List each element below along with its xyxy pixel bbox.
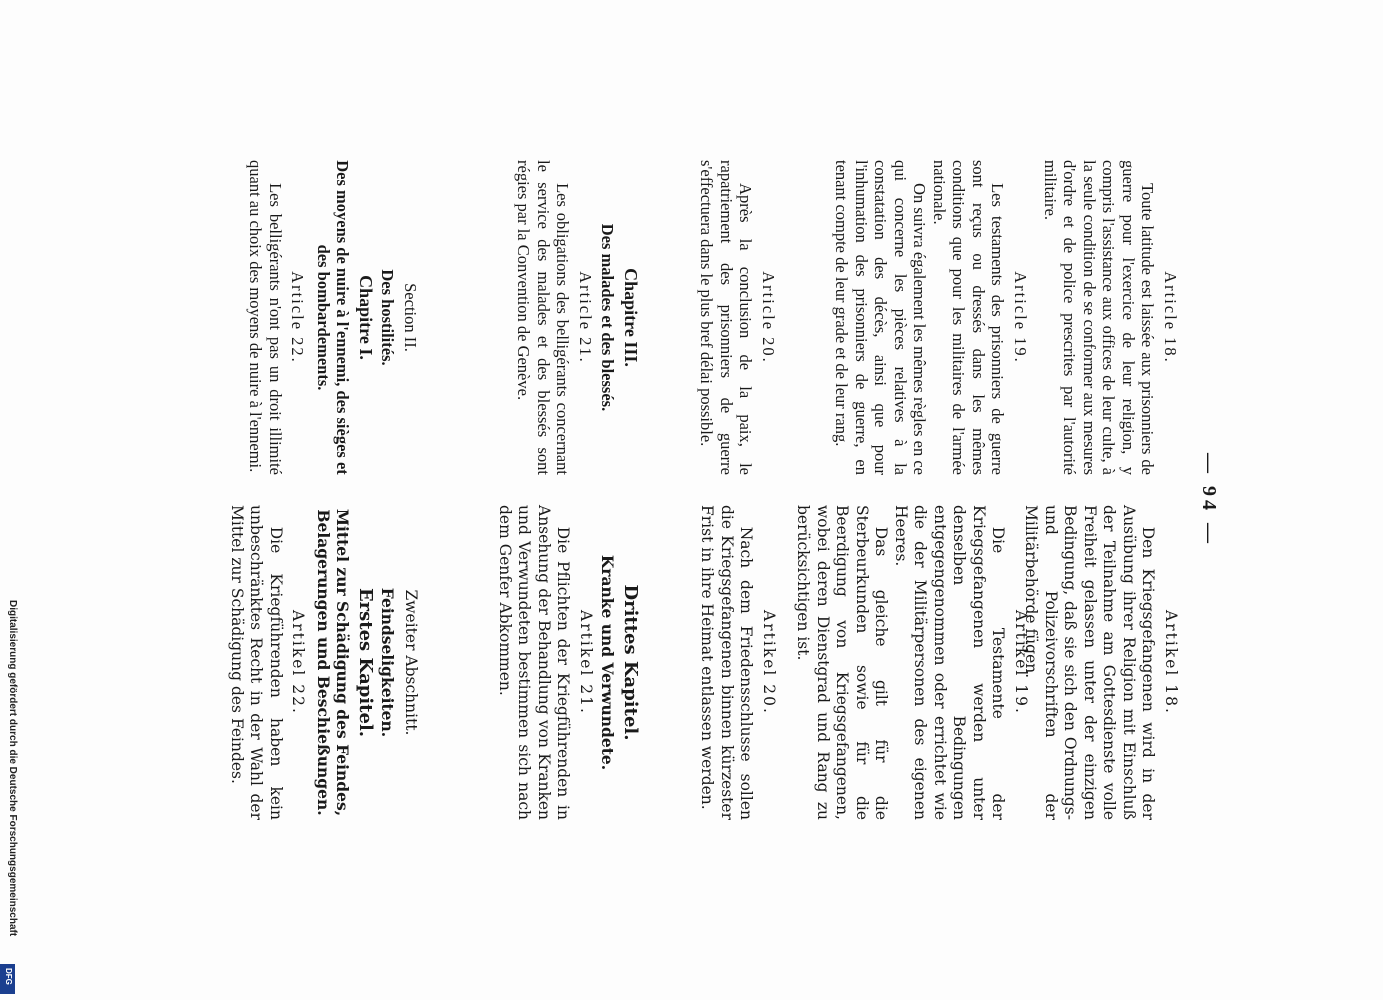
dfg-logo-text: DFG (4, 968, 13, 985)
de-chapter-1-subtitle: Mittel zur Schädigung des Feindes, Belagerungen und Beschießungen. (314, 508, 353, 817)
fr-chapter-3-subtitle: Des malades et des blessés. (598, 223, 618, 412)
digitization-credit (0, 600, 16, 1000)
de-article-19-text2: Das gleiche gilt für die Sterbeurkunden sowie für die Beerdigung von Kriegsgefangenen, wobei deren Dienstgrad und Rang zu berücksichtigen ist. (794, 505, 891, 820)
fr-article-22-text: Les belligérants n'ont pas un droit illimité quant au choix des moyens de nuire à l'ennemi. (246, 160, 285, 475)
de-article-20-title: Artikel 20. (760, 610, 778, 715)
de-article-22-text: Die Kriegführenden haben kein unbeschränktes Recht in der Wahl der Mittel zur Schädigung des Feindes. (228, 505, 285, 820)
de-article-18 (1021, 505, 1180, 820)
fr-article-18-title: Article 18. (1161, 271, 1180, 364)
fr-article-20-text: Après la conclusion de la paix, le rapatriement des prisonniers de guerre s'effectuera dans le plus bref délai possible. (697, 160, 756, 475)
page-number: — 94 — (1198, 453, 1220, 547)
fr-chapter-1-subtitle: Des moyens de nuire à l'ennemi, des sièges et des bombardements. (314, 160, 353, 475)
fr-article-18 (1041, 160, 1181, 475)
de-chapter-1-title: Erstes Kapitel. (355, 587, 376, 738)
dfg-logo (0, 964, 15, 994)
rotated-page (140, 160, 1220, 860)
fr-chapter-3 (514, 160, 640, 475)
fr-article-19-title: Article 19. (1011, 271, 1030, 364)
de-article-21-text: Die Pflichten der Kriegführenden in Ansehung der Behandlung von Kranken und Verwundeten bestimmen sich nach dem Genfer Abkommen. (496, 505, 573, 820)
fr-article-20 (697, 160, 778, 475)
de-article-20 (697, 505, 778, 820)
fr-article-18-text: Toute latitude est laissée aux prisonniers de guerre pour l'exercice de leur religion, y compris l'assistance aux offices de leur culte, à la seule condition de se conformer aux mesures d'ordre et de police prescrites par l'autorité militaire. (1041, 160, 1158, 475)
fr-article-19-text1: Les testaments des prisonniers de guerre sont reçus ou dressés dans les mêmes conditions que pour les militaires de l'armée nationale. (930, 160, 1008, 475)
digitization-credit-text: Digitalisierung gefördert durch die Deutsche Forschungsgemeinschaft (7, 600, 18, 937)
de-article-19-text1: Die Testamente der Kriegsgefangenen werden unter denselben Bedingungen entgegengenommen oder errichtet wie die der Militärpersonen des eigenen Heeres. (892, 505, 1008, 820)
de-article-21-title: Artikel 21. (577, 610, 595, 715)
de-section-2-subtitle: Feindseligkeiten. (378, 587, 398, 738)
de-chapter-3-subtitle: Kranke und Verwundete. (598, 554, 618, 771)
fr-section-2-subtitle: Des hostilités. (378, 269, 398, 366)
de-chapter-3-title: Drittes Kapitel. (620, 584, 641, 741)
de-article-20-text: Nach dem Friedensschlusse sollen die Kriegsgefangenen binnen kürzester Frist in ihre Heimat entlassen werden. (698, 505, 756, 820)
de-chapter-3 (495, 505, 641, 820)
de-article-19 (793, 505, 1030, 820)
fr-article-21-title: Article 21. (576, 271, 595, 364)
fr-article-21-text: Les obligations des belligérants concernant le service des malades et des blessés sont régies par la Convention de Genève. (514, 160, 573, 475)
de-section-2 (227, 505, 421, 820)
de-article-18-text: Den Kriegsgefangenen wird in der Ausübung ihrer Religion mit Einschluß der Teilnahme am Gottesdienste volle Freiheit gelassen unter der einzigen Bedingung, daß sie sich den Ordnungs- und Polizeivorschriften der Militärbehörde fügen. (1022, 505, 1158, 820)
fr-chapter-1-title: Chapitre I. (356, 275, 376, 360)
de-article-22-title: Artikel 22. (289, 610, 308, 715)
page-sheet (160, 160, 1220, 840)
fr-article-22-title: Article 22. (288, 271, 308, 364)
fr-article-19-text2: On suivra également les mêmes règles en ce qui concerne les pièces relatives à la constatation des décès, ainsi que pour l'inhumation des prisonniers de guerre, en tenant compte de leur grade et de leur rang. (832, 160, 930, 475)
fr-chapter-3-title: Chapitre III. (621, 268, 641, 367)
de-article-19-title: Artikel 19. (1012, 610, 1030, 715)
fr-article-20-title: Article 20. (759, 271, 778, 364)
fr-section-2 (246, 160, 420, 475)
fr-article-19 (832, 160, 1030, 475)
de-article-18-title: Artikel 18. (1162, 610, 1180, 715)
fr-section-2-title: Section II. (401, 283, 420, 352)
de-section-2-title: Zweiter Abschnitt. (402, 589, 420, 736)
